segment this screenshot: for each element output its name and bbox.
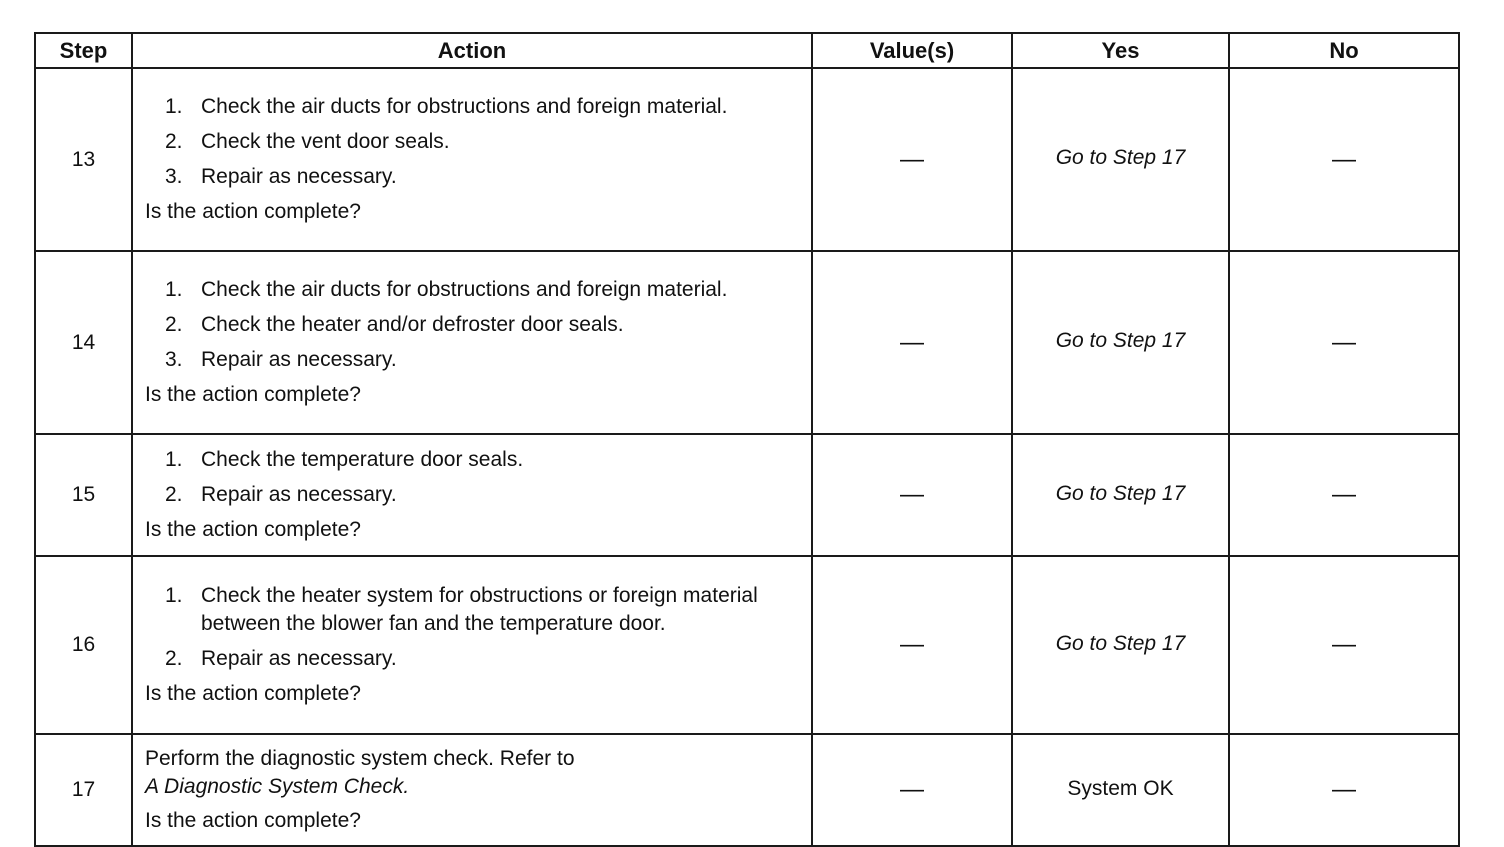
item-text: Repair as necessary. xyxy=(201,348,397,371)
list-item xyxy=(145,276,801,304)
action-question: Is the action complete? xyxy=(145,383,361,406)
action-cell xyxy=(132,434,812,556)
list-item xyxy=(145,311,801,339)
item-text: Check the air ducts for obstructions and foreign material. xyxy=(201,278,728,301)
value-cell: — xyxy=(812,734,1012,846)
item-number: 1. xyxy=(165,95,183,118)
step-number: 13 xyxy=(35,68,132,251)
action-cell xyxy=(132,734,812,846)
list-item xyxy=(145,128,801,156)
value-cell: — xyxy=(812,556,1012,734)
item-number: 2. xyxy=(165,130,183,153)
list-item xyxy=(145,446,801,474)
no-cell: — xyxy=(1229,68,1459,251)
list-item xyxy=(145,481,801,509)
item-text: Repair as necessary. xyxy=(201,647,397,670)
value-cell: — xyxy=(812,68,1012,251)
header-no: No xyxy=(1229,33,1459,68)
action-question: Is the action complete? xyxy=(145,682,361,705)
yes-cell: System OK xyxy=(1012,734,1229,846)
step-number: 16 xyxy=(35,556,132,734)
action-cell xyxy=(132,68,812,251)
no-cell: — xyxy=(1229,556,1459,734)
yes-cell: Go to Step 17 xyxy=(1012,251,1229,434)
item-number: 1. xyxy=(165,448,183,471)
item-text: Check the heater and/or defroster door seals. xyxy=(201,313,624,336)
value-cell: — xyxy=(812,251,1012,434)
action-list xyxy=(145,93,801,191)
item-number: 1. xyxy=(165,278,183,301)
action-list xyxy=(145,276,801,374)
step-number: 17 xyxy=(35,734,132,846)
header-values: Value(s) xyxy=(812,33,1012,68)
table-row-step-16 xyxy=(35,556,1459,734)
action-list xyxy=(145,582,801,673)
action-question: Is the action complete? xyxy=(145,200,361,223)
diagnostic-table xyxy=(34,32,1460,847)
item-text: Check the heater system for obstructions or foreign material between the blower fan and the temperature door. xyxy=(201,584,758,635)
header-action: Action xyxy=(132,33,812,68)
list-item xyxy=(145,645,801,673)
item-text: Repair as necessary. xyxy=(201,483,397,506)
item-number: 3. xyxy=(165,165,183,188)
reference-link-text: A Diagnostic System Check. xyxy=(145,775,410,798)
list-item xyxy=(145,93,801,121)
yes-cell: Go to Step 17 xyxy=(1012,68,1229,251)
item-number: 1. xyxy=(165,584,183,607)
item-number: 2. xyxy=(165,313,183,336)
no-cell: — xyxy=(1229,734,1459,846)
item-number: 3. xyxy=(165,348,183,371)
action-text: Perform the diagnostic system check. Refer to xyxy=(145,747,575,770)
table-row-step-17 xyxy=(35,734,1459,846)
no-cell: — xyxy=(1229,251,1459,434)
item-number: 2. xyxy=(165,647,183,670)
yes-cell: Go to Step 17 xyxy=(1012,556,1229,734)
table-row-step-15 xyxy=(35,434,1459,556)
yes-cell: Go to Step 17 xyxy=(1012,434,1229,556)
action-list xyxy=(145,446,801,509)
header-step: Step xyxy=(35,33,132,68)
table-row-step-14 xyxy=(35,251,1459,434)
table-row-step-13 xyxy=(35,68,1459,251)
item-text: Check the temperature door seals. xyxy=(201,448,524,471)
no-cell: — xyxy=(1229,434,1459,556)
step-number: 15 xyxy=(35,434,132,556)
action-cell xyxy=(132,556,812,734)
item-text: Check the air ducts for obstructions and foreign material. xyxy=(201,95,728,118)
step-number: 14 xyxy=(35,251,132,434)
action-question: Is the action complete? xyxy=(145,809,361,832)
item-text: Check the vent door seals. xyxy=(201,130,450,153)
header-yes: Yes xyxy=(1012,33,1229,68)
list-item xyxy=(145,582,801,638)
action-cell xyxy=(132,251,812,434)
item-number: 2. xyxy=(165,483,183,506)
list-item xyxy=(145,346,801,374)
item-text: Repair as necessary. xyxy=(201,165,397,188)
value-cell: — xyxy=(812,434,1012,556)
action-question: Is the action complete? xyxy=(145,518,361,541)
header-row xyxy=(35,33,1459,68)
list-item xyxy=(145,163,801,191)
